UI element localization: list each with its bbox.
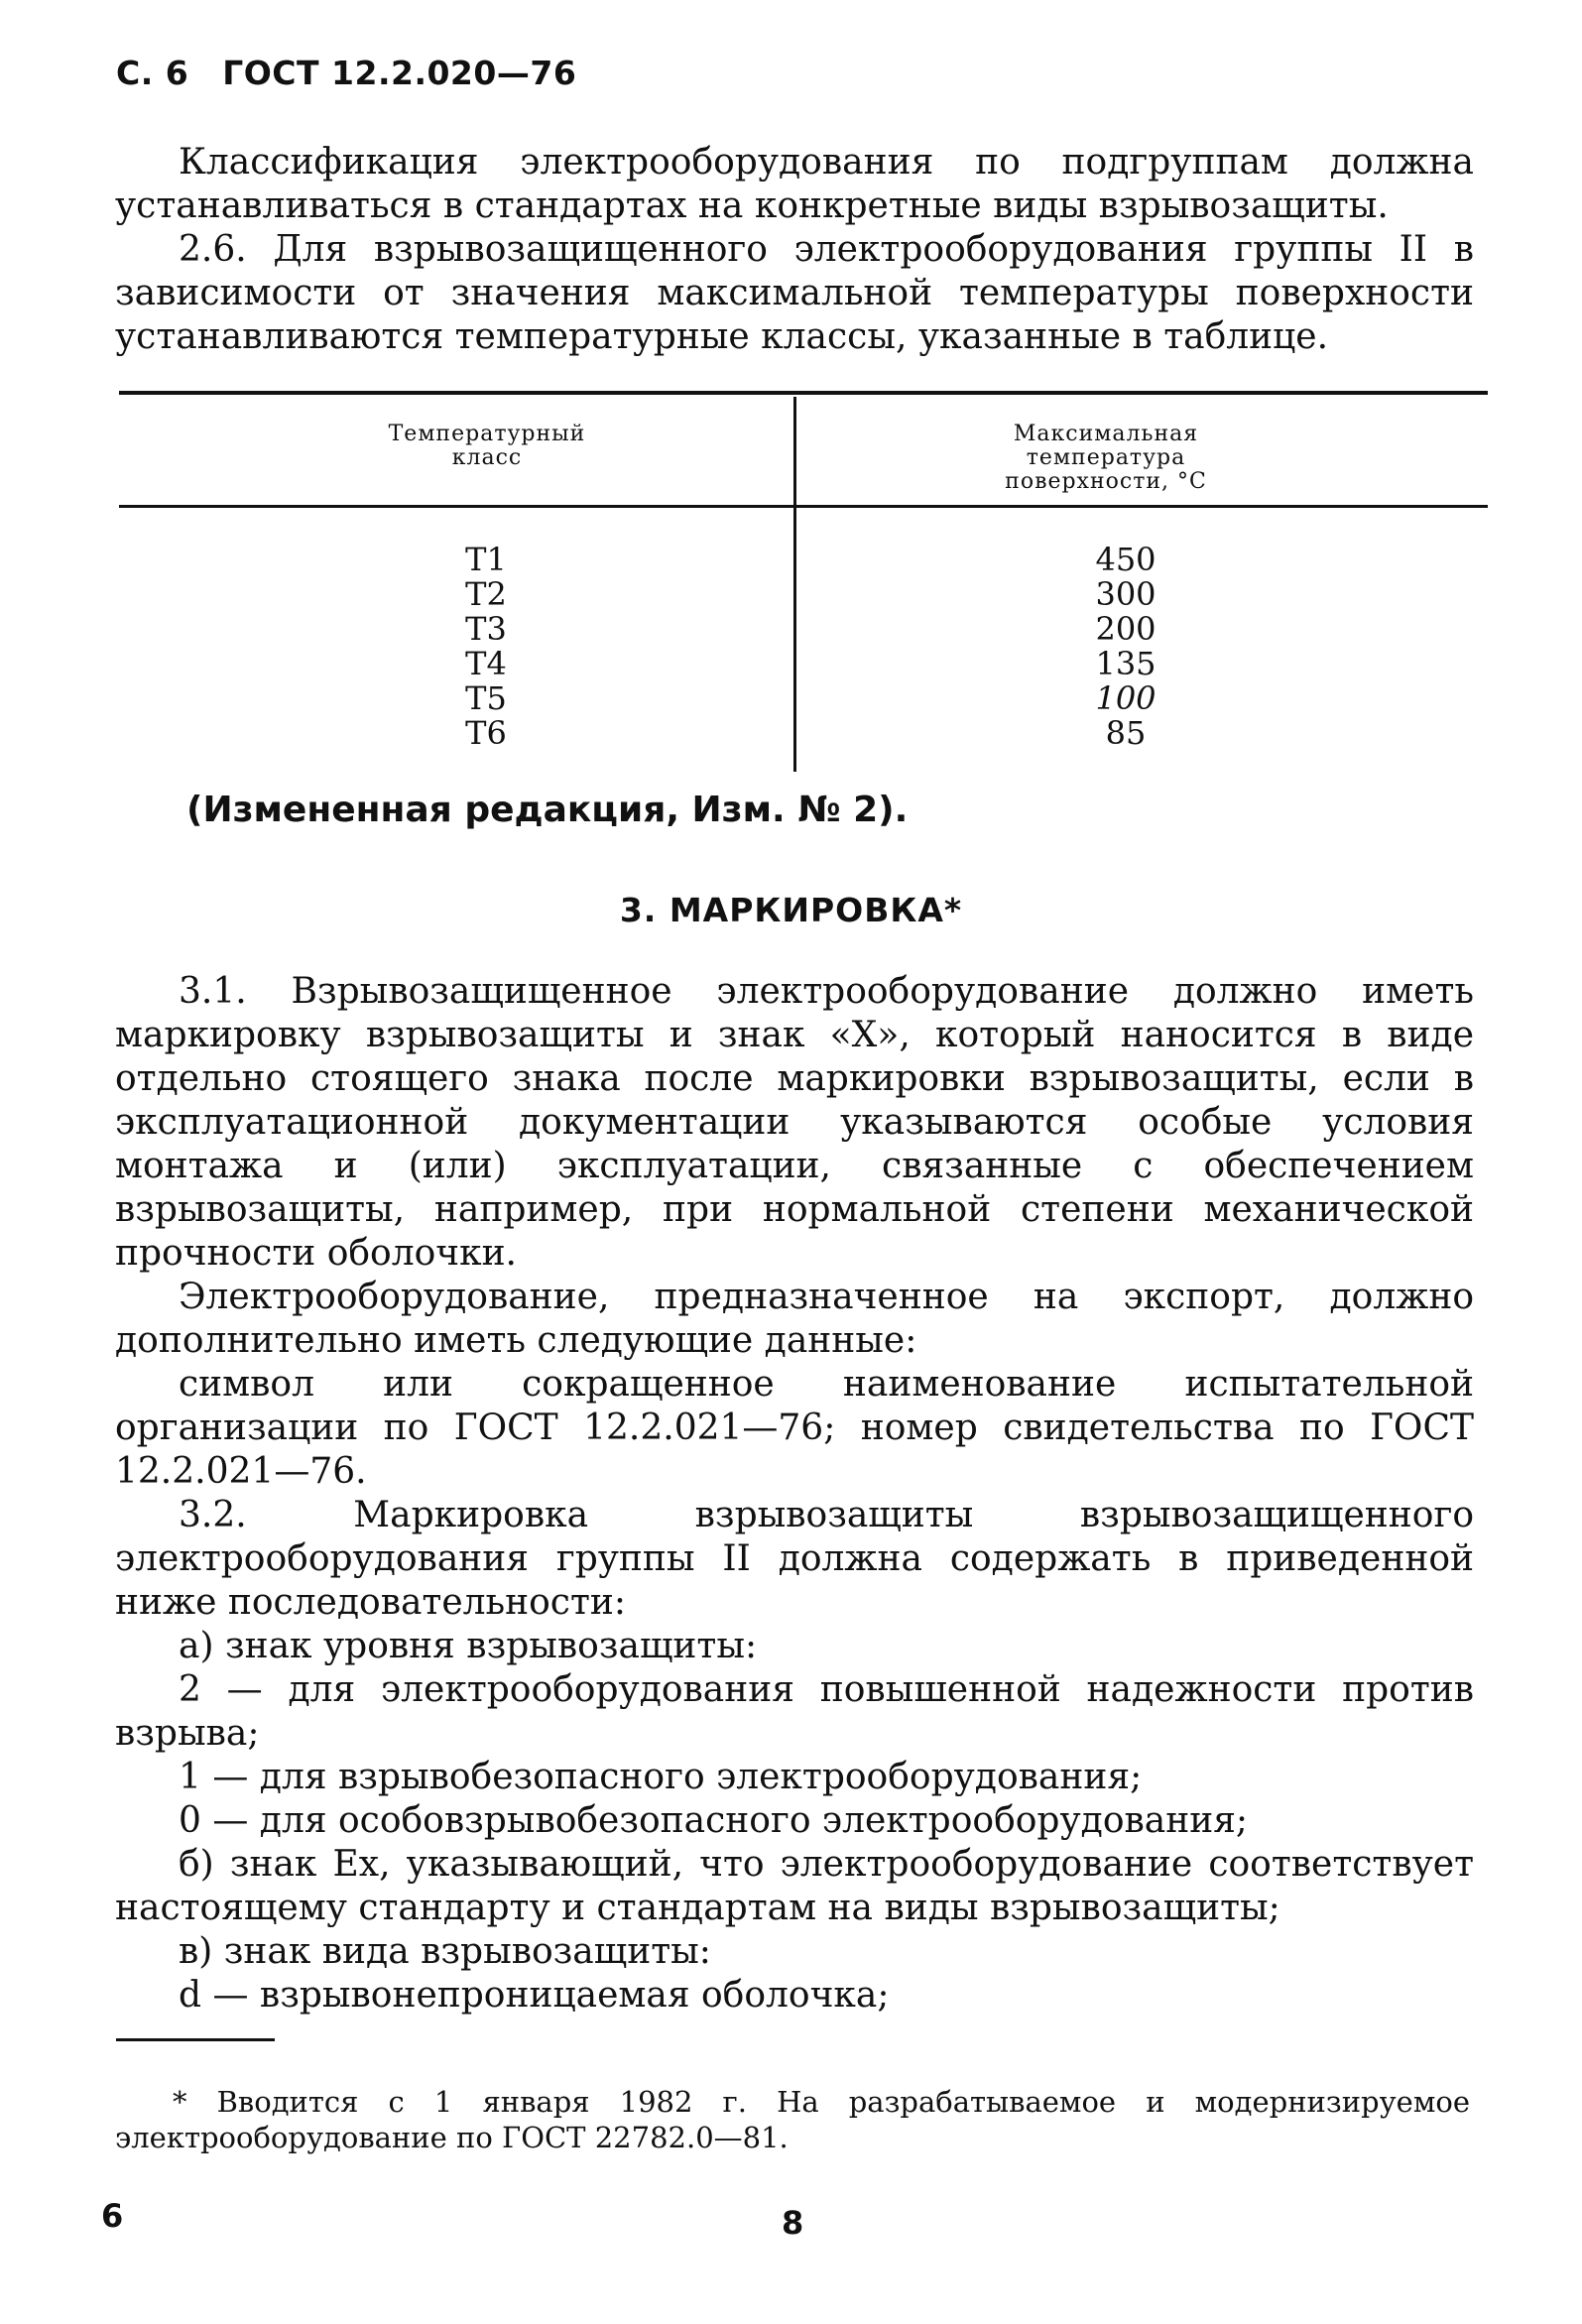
- list-item-d: d — взрывонепроницаемая оболочка;: [179, 1975, 890, 2016]
- list-item-v: в) знак вида взрывозащиты:: [179, 1931, 711, 1972]
- paragraph-test-organization: символ или сокращенное наименование испытательной организации по ГОСТ 12.2.021—76; номер свидетельства по ГОСТ 12.2.021—76.: [115, 1364, 1474, 1492]
- table-row: Т5: [465, 679, 507, 717]
- list-item-b: б) знак Ex, указывающий, что электрооборудование соответствует настоящему стандарту и стандартам на виды взрывозащиты;: [115, 1844, 1474, 1928]
- table-row: 450: [1095, 541, 1156, 578]
- table-header-max-temperature: Максимальная температура поверхности, °С: [1005, 422, 1207, 494]
- standard-number: ГОСТ 12.2.020—76: [222, 54, 577, 92]
- table-header-rule: [119, 505, 1488, 508]
- table-row: 300: [1095, 575, 1156, 613]
- table-row: 85: [1105, 714, 1147, 752]
- list-item-level-0: 0 — для особовзрывобезопасного электрооборудования;: [179, 1800, 1249, 1841]
- table-row: 135: [1095, 645, 1156, 682]
- list-item-level-2: 2 — для электрооборудования повышенной надежности против взрыва;: [115, 1669, 1474, 1754]
- list-item-level-1: 1 — для взрывобезопасного электрооборудования;: [179, 1757, 1143, 1797]
- table-header-class: Температурный класс: [388, 422, 586, 470]
- intro-paragraph-temperature-classes: 2.6. Для взрывозащищенного электрооборудования группы II в зависимости от значения максимальной температуры поверхности устанавливаются температурные классы, указанные в таблице.: [115, 229, 1474, 357]
- table-row: Т4: [465, 645, 507, 682]
- list-item-a: а) знак уровня взрывозащиты:: [179, 1626, 758, 1666]
- table-row: Т6: [465, 714, 507, 752]
- page-code: С. 6: [116, 54, 189, 92]
- page-header: [116, 54, 598, 92]
- table-row: 100: [1095, 679, 1156, 717]
- paragraph-3-2: 3.2. Маркировка взрывозащиты взрывозащищенного электрооборудования группы II должна содержать в приведенной ниже последовательности:: [115, 1495, 1474, 1623]
- page-number-left: 6: [101, 2197, 124, 2235]
- footnote-separator: [116, 2038, 275, 2041]
- section-title: 3. МАРКИРОВКА*: [619, 891, 963, 929]
- temperature-class-column: [431, 543, 541, 751]
- table-row: Т3: [465, 610, 507, 648]
- table-row: 200: [1095, 610, 1156, 648]
- max-temperature-column: [1071, 543, 1180, 751]
- table-top-rule: [119, 391, 1488, 395]
- page-number-center: 8: [782, 2204, 804, 2242]
- section-body: [115, 970, 1474, 2018]
- table-column-divider: [793, 397, 796, 772]
- footnote: * Вводится с 1 января 1982 г. На разрабатываемое и модернизируемое электрооборудование по ГОСТ 22782.0—81.: [115, 2085, 1470, 2154]
- paragraph-3-1: 3.1. Взрывозащищенное электрооборудование должно иметь маркировку взрывозащиты и знак «X», который наносится в виде отдельно стоящего знака после маркировки взрывозащиты, если в эксплуатационной документации указываются особые условия монтажа и (или) эксплуатации, связанные с обеспечением взрывозащиты, например, при нормальной степени механической прочности оболочки.: [115, 971, 1474, 1274]
- intro-paragraph-classification: Классификация электрооборудования по подгруппам должна устанавливаться в стандартах на конкретные виды взрывозащиты.: [115, 142, 1474, 226]
- table-row: Т2: [465, 575, 507, 613]
- table-row: Т1: [465, 541, 507, 578]
- paragraph-export-data: Электрооборудование, предназначенное на экспорт, должно дополнительно иметь следующие данные:: [115, 1277, 1474, 1361]
- change-note: (Измененная редакция, Изм. № 2).: [186, 790, 909, 830]
